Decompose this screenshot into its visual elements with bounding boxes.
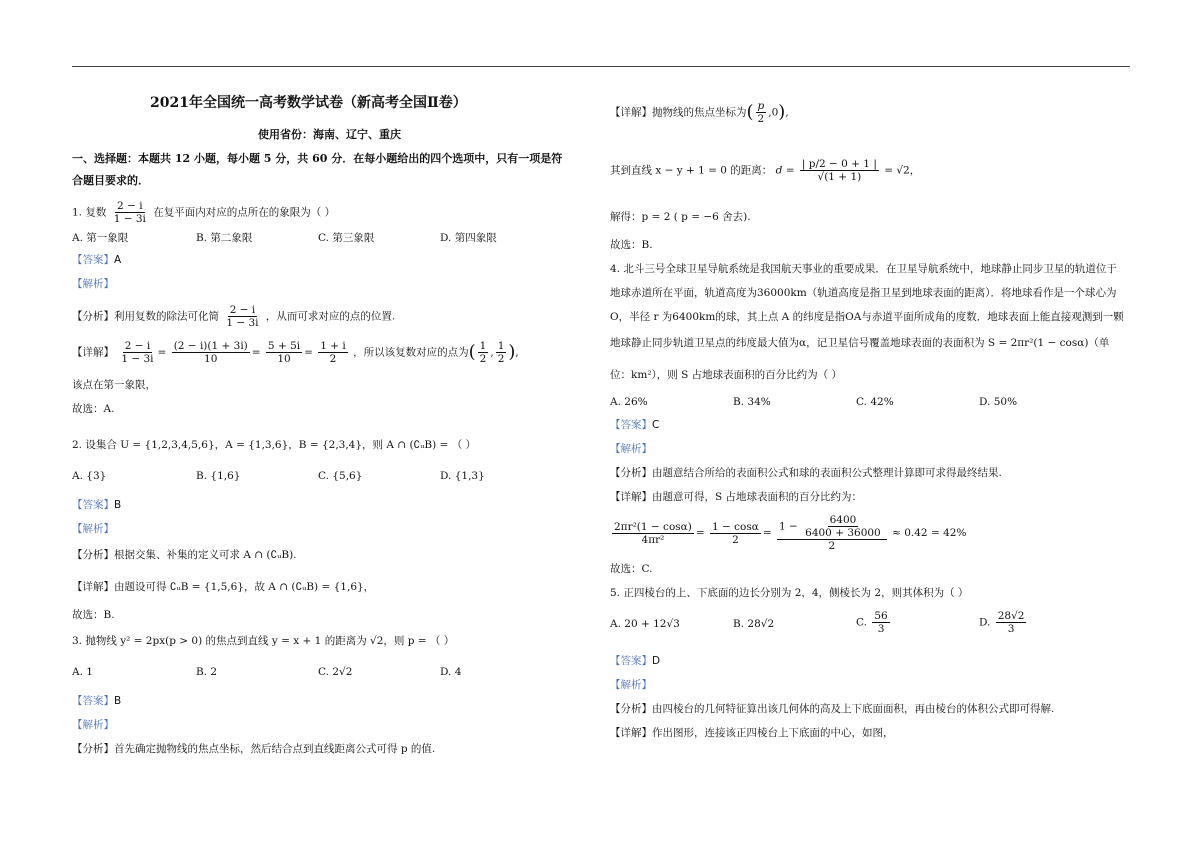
q3-option-a: A. 1 (72, 666, 93, 678)
q5-option-c: C. $\frac{56}{3}$ (856, 610, 888, 635)
q1-option-b: B. 第二象限 (196, 232, 253, 244)
q4-stem-line4: 地球静止同步轨道卫星点的纬度最大值为α，记卫星信号覆盖地球表面的表面积为 S = 2πr²(1 − cosα)（单 (610, 337, 1110, 349)
q1-detail: 【详解】 $\frac{2 - i}{1 - 3i}$ = $\frac{(2 - i)(1 + 3i)}{10}$ = $\frac{5 + 5i}{10}$ = $\frac{1 + i}{2}$ ，所以该复数对应的点为( $\frac{1}{2}$ , $\frac{1}{2}$ ), (72, 340, 519, 365)
q5-answer: 【答案】D (610, 655, 661, 667)
q2-fenxi: 【分析】根据交集、补集的定义可求 A ∩ (∁ᵤB). (72, 549, 297, 561)
q1-fraction: $\frac{2 - i}{1 - 3i}$ (113, 200, 146, 225)
q3-analysis-label: 【解析】 (72, 719, 114, 731)
q4-option-a: A. 26% (610, 396, 648, 408)
q2-option-b: B. {1,6} (196, 470, 241, 482)
q1-stem (72, 200, 335, 225)
q5-analysis-label: 【解析】 (610, 679, 652, 691)
q4-formula: $\frac{\text{2πr²(1 − cosα)}}{\text{4πr²}}$ = $\frac{1 - \cos\alpha}{2}$ = 1 − $\frac{6400}{6400 + 36000}$ 2 ≈ 0.42 = 42% (614, 514, 967, 552)
q4-detail: 【详解】由题意可得，S 占地球表面积的百分比约为： (610, 491, 863, 503)
q1-prefix: 1. 复数 (72, 206, 107, 219)
page-title: 2021年全国统一高考数学试卷（新高考全国Ⅱ卷） (150, 95, 467, 111)
q5-option-a: A. 20 + 12√3 (610, 618, 680, 630)
q4-option-d: D. 50% (979, 396, 1018, 408)
q5-fenxi: 【分析】由四棱台的几何特征算出该几何体的高及上下底面面积，再由棱台的体积公式即可得解. (610, 703, 1055, 715)
q2-detail: 【详解】由题设可得 ∁ᵤB = {1,5,6}，故 A ∩ (∁ᵤB) = {1,6}， (72, 581, 375, 593)
q2-option-d: D. {1,3} (440, 470, 485, 482)
q4-option-b: B. 34% (733, 396, 771, 408)
q1-option-a: A. 第一象限 (72, 232, 129, 244)
section-heading-line1: 一、选择题：本题共 12 小题，每小题 5 分，共 60 分．在每小题给出的四个选项中，只有一项是符 (72, 152, 563, 165)
q1-suffix: 在复平面内对应的点所在的象限为（ ） (153, 206, 336, 219)
q5-option-b: B. 28√2 (733, 618, 775, 630)
q1-option-c: C. 第三象限 (318, 232, 375, 244)
q4-choice: 故选：C. (610, 563, 653, 575)
q1-quadrant-line: 该点在第一象限， (72, 379, 156, 391)
q5-option-d: D. $\frac{28√2}{3}$ (979, 610, 1025, 635)
q3-answer: 【答案】B (72, 695, 122, 707)
q1-choice: 故选：A. (72, 403, 115, 415)
q2-answer: 【答案】B (72, 499, 122, 511)
q1-fenxi: 【分析】利用复数的除法可化简 $\frac{2 - i}{1 - 3i}$ ，从而可求对应的点的位置. (72, 304, 396, 329)
q4-stem-line2: 地球赤道所在平面，轨道高度为36000km（轨道高度是指卫星到地球表面的距离）．将地球看作是一个球心为 (610, 287, 1117, 299)
q1-option-d: D. 第四象限 (440, 232, 497, 244)
q1-analysis-label: 【解析】 (72, 278, 114, 290)
q3-option-b: B. 2 (196, 666, 218, 678)
q3-fenxi: 【分析】首先确定抛物线的焦点坐标，然后结合点到直线距离公式可得 p 的值. (72, 743, 436, 755)
q2-option-a: A. {3} (72, 470, 107, 482)
q3-detail: 【详解】抛物线的焦点坐标为( $\frac{p}{2}$ ,0), (610, 100, 789, 125)
q2-option-c: C. {5,6} (318, 470, 363, 482)
q2-analysis-label: 【解析】 (72, 523, 114, 535)
q4-fenxi: 【分析】由题意结合所给的表面积公式和球的表面积公式整理计算即可求得最终结果. (610, 467, 1002, 479)
q2-stem: 2. 设集合 U = {1,2,3,4,5,6}，A = {1,3,6}，B = {2,3,4}，则 A ∩ (∁ᵤB) = （ ） (72, 439, 477, 451)
q3-stem: 3. 抛物线 y² = 2px(p > 0) 的焦点到直线 y = x + 1 的距离为 √2，则 p = （ ） (72, 635, 455, 647)
q3-option-c: C. 2√2 (318, 666, 353, 678)
q5-detail: 【详解】作出图形，连接该正四棱台上下底面的中心，如图， (610, 727, 894, 739)
provinces: 使用省份：海南、辽宁、重庆 (258, 128, 401, 141)
section-heading-line2: 合题目要求的． (72, 174, 149, 187)
q2-choice: 故选：B. (72, 609, 115, 621)
q4-analysis-label: 【解析】 (610, 443, 652, 455)
q5-stem: 5. 正四棱台的上、下底面的边长分别为 2，4，侧棱长为 2，则其体积为（ ） (610, 587, 969, 599)
q1-answer: 【答案】A (72, 254, 122, 266)
q4-stem-line1: 4. 北斗三号全球卫星导航系统是我国航天事业的重要成果．在卫星导航系统中，地球静止同步卫星的轨道位于 (610, 263, 1117, 275)
q3-choice: 故选：B. (610, 239, 653, 251)
q4-stem-line5: 位：km²），则 S 占地球表面积的百分比约为（ ） (610, 369, 842, 381)
q4-answer: 【答案】C (610, 419, 660, 431)
q4-stem-line3: O，半径 r 为6400km的球，其上点 A 的纬度是指OA与赤道平面所成角的度数．地球表面上能直接观测到一颗 (610, 311, 1124, 323)
q4-option-c: C. 42% (856, 396, 894, 408)
q3-distance: 其到直线 x − y + 1 = 0 的距离： d = $\frac{| p/2 - 0 + 1 |}{√(1 + 1)}$ = √2， (610, 158, 921, 183)
q3-option-d: D. 4 (440, 666, 462, 678)
header-rule (72, 66, 1130, 67)
q3-solve: 解得：p = 2 ( p = −6 舍去). (610, 211, 751, 223)
